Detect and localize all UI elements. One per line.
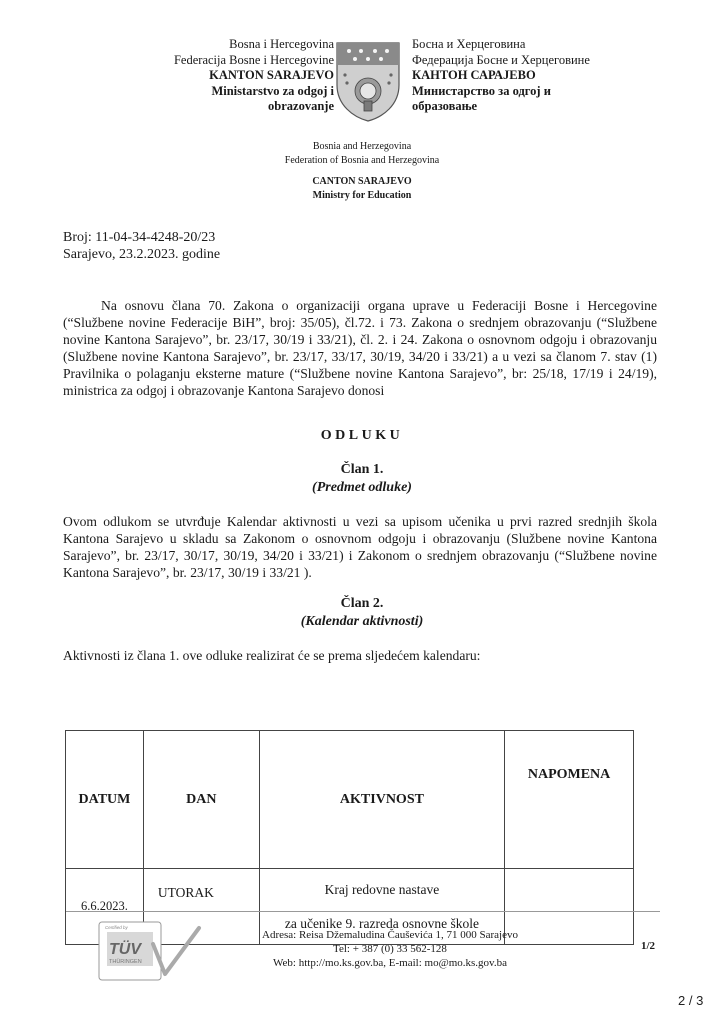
svg-text:THÜRINGEN: THÜRINGEN <box>109 959 142 965</box>
header-right-line-3: Министарство за одгој и <box>412 83 551 98</box>
header-english-line-4: Ministry for Education <box>312 190 412 201</box>
preamble <box>63 297 657 399</box>
footer-divider <box>66 911 660 912</box>
svg-text:TÜV: TÜV <box>109 941 141 958</box>
activity-calendar-table <box>65 730 634 945</box>
activity-line-2: za učenike 9. razreda osnovne škole <box>284 915 480 931</box>
footer-web: Web: http://mo.ks.gov.ba, E-mail: mo@mo.ks.gov.ba <box>273 957 507 969</box>
header-left-line-4: obrazovanje <box>268 99 334 113</box>
cell-dan: UTORAK <box>143 869 259 945</box>
footer-address: Adresa: Reisa Džemaludina Čauševića 1, 71 000 Sarajevo <box>262 929 518 941</box>
page-number: 1/2 <box>641 940 656 952</box>
activity-line-1: Kraj redovne nastave <box>324 881 440 897</box>
header-bosnian-cyrillic <box>412 37 590 115</box>
cell-datum: 6.6.2023. <box>66 869 144 945</box>
header-right-line-0: Босна и Херцеговина <box>412 37 526 51</box>
header-english <box>0 140 724 203</box>
article-1-heading: Član 1. <box>340 462 384 477</box>
reference-block <box>63 229 220 263</box>
place-and-date: Sarajevo, 23.2.2023. godine <box>63 247 221 262</box>
footer-phone: Tel: + 387 (0) 33 562-128 <box>333 943 447 955</box>
column-header-aktivnost: AKTIVNOST <box>259 731 504 869</box>
header-right-line-2: КАНТОН САРАЈЕВО <box>412 68 536 82</box>
header-left-line-2: KANTON SARAJEVO <box>209 68 334 82</box>
table-header-row <box>66 731 634 869</box>
tuv-thuringen-certification-logo <box>95 918 205 984</box>
header-english-line-1: Federation of Bosnia and Herzegovina <box>284 155 440 166</box>
article-1-subheading: (Predmet odluke) <box>312 480 412 495</box>
preamble-text: Na osnovu člana 70. Zakona o organizaciji organa uprave u Federaciji Bosne i Hercegovine (“Službene novine Federacije BiH”, broj: 35/05), čl.72. i 73. Zakona o srednjem obrazovanju (“Službene novine Kantona Sarajevo”, br. 23/17, 30/19 i 33/21), čl. 2. i 24. Zakona o osnovnom odgoju i obrazovanju (Službene novine Kantona Sarajevo”, br. 23/17, 33/17, 30/19, 34/20 i 33/21) a u vezi sa članom 7. stav (1) Pravilnika o polaganju eksterne mature (“Službene novine Kantona Sarajevo”, br: 25/18, 17/19 i 24/19), ministrica za odgoj i obrazovanje Kantona Sarajevo donosi <box>63 298 657 398</box>
column-header-datum: DATUM <box>66 731 144 869</box>
viewer-page-indicator: 2 / 3 <box>678 993 704 1008</box>
header-right-line-4: образовање <box>412 99 478 113</box>
article-1-body: Ovom odlukom se utvrđuje Kalendar aktivnosti u vezi sa upisom učenika u prvi razred srednjih škola Kantona Sarajevo u skladu sa Zakonom o osnovnom odgoju i obrazovanju (Službene novine Kantona Sarajevo”, br. 23/17, 30/17, 30/19, 34/20 i 33/21) i Zakonom o srednjem obrazovanju (“Službene novine Kantona Sarajevo”, br. 23/17, 30/19 i 33/21 ). <box>63 514 657 580</box>
header-english-line-0: Bosnia and Herzegovina <box>312 141 412 152</box>
header-left-line-1: Federacija Bosne i Hercegovine <box>173 52 334 67</box>
coat-of-arms-icon <box>331 39 405 123</box>
column-header-dan: DAN <box>143 731 259 869</box>
article-2-body: Aktivnosti iz člana 1. ove odluke realizirat će se prema sljedećem kalendaru: <box>63 648 481 663</box>
decision-title: ODLUKU <box>320 428 404 443</box>
column-header-napomena: NAPOMENA <box>505 731 634 869</box>
article-2-subheading: (Kalendar aktivnosti) <box>300 614 424 629</box>
header-english-line-3: CANTON SARAJEVO <box>312 176 412 187</box>
header-right-line-1: Федерација Босне и Херцеговине <box>412 52 590 67</box>
footer-contact <box>190 928 590 970</box>
header-left-line-0: Bosna i Hercegovina <box>229 37 334 51</box>
header-left-line-3: Ministarstvo za odgoj i <box>211 83 334 98</box>
svg-text:Certified by: Certified by <box>105 925 128 930</box>
article-2-heading: Član 2. <box>340 596 384 611</box>
header-english-line-2 <box>0 168 724 175</box>
header-bosnian-latin <box>174 37 334 115</box>
document-number: Broj: 11-04-34-4248-20/23 <box>63 230 216 245</box>
